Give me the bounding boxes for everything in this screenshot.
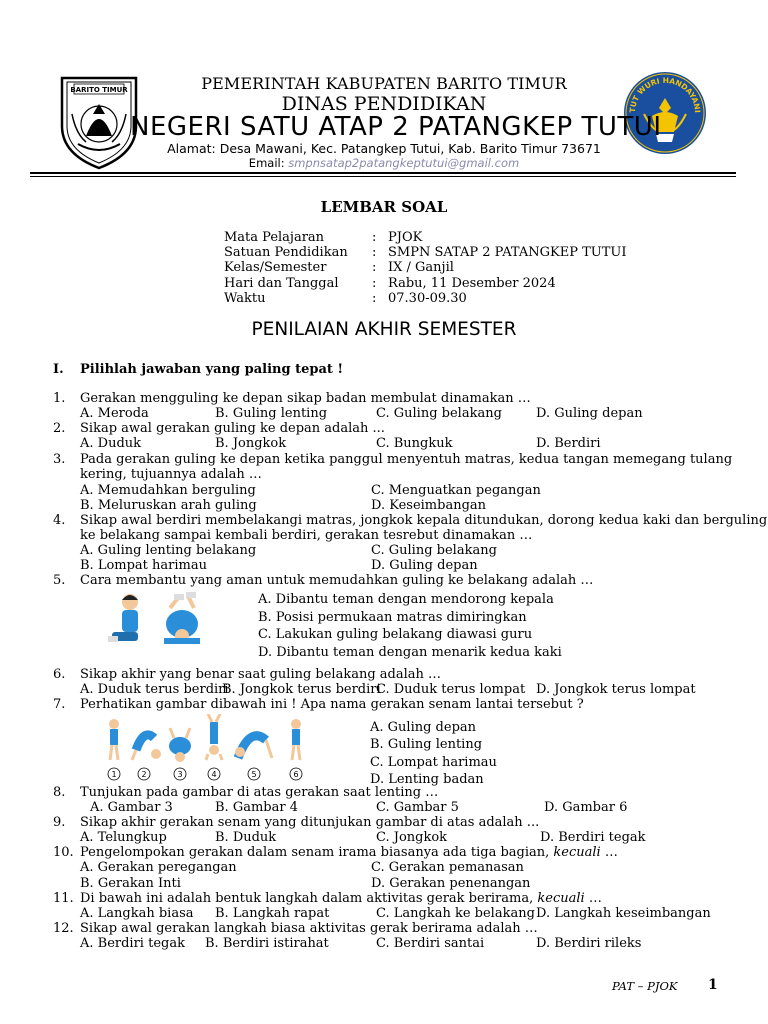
q11-option-c: C. Langkah ke belakang xyxy=(376,906,535,921)
header-government: PEMERINTAH KABUPATEN BARITO TIMUR xyxy=(201,74,567,93)
header-rule-thick xyxy=(30,172,736,174)
q10-text xyxy=(80,845,618,860)
header-email-line xyxy=(0,156,768,170)
email-link[interactable]: smpnsatap2patangkeptutui@gmail.com xyxy=(288,156,520,170)
q12-option-c: C. Berdiri santai xyxy=(376,936,485,951)
fig7-label-6: 6 xyxy=(293,770,299,779)
info-key: Waktu xyxy=(224,290,266,306)
pose-6 xyxy=(291,719,301,760)
info-sep: : xyxy=(372,230,377,245)
info-key: Kelas/Semester xyxy=(224,260,327,276)
pose-1 xyxy=(109,719,119,760)
q3-option-c: C. Menguatkan pegangan xyxy=(371,483,541,498)
q8-option-b: B. Gambar 4 xyxy=(215,800,298,815)
q9-option-a: A. Telungkup xyxy=(80,830,167,845)
q4-option-b: B. Lompat harimau xyxy=(80,558,207,573)
section-number: I. xyxy=(53,362,64,377)
q6-text: Sikap akhir yang benar saat guling belakang adalah … xyxy=(80,667,442,682)
q11-text xyxy=(80,891,602,906)
q7-option-c: C. Lompat harimau xyxy=(370,755,497,770)
kneeling-child-figure xyxy=(108,594,138,642)
q7-gymnastics-sequence xyxy=(100,714,310,784)
q2-text: Sikap awal gerakan guling ke depan adalah ... xyxy=(80,421,385,436)
q10-number: 10. xyxy=(53,845,74,860)
q4-option-d: D. Guling depan xyxy=(371,558,478,573)
q10-option-c: C. Gerakan pemanasan xyxy=(371,860,524,875)
fig7-label-5: 5 xyxy=(251,770,257,779)
info-sep: : xyxy=(372,275,377,291)
exam-info-table xyxy=(224,230,627,306)
q3-option-b: B. Meluruskan arah guling xyxy=(80,498,257,513)
pose-2 xyxy=(132,735,161,760)
q8-option-c: C. Gambar 5 xyxy=(376,800,459,815)
q8-option-d: D. Gambar 6 xyxy=(544,800,628,815)
q1-option-c: C. Guling belakang xyxy=(376,406,502,421)
q5-option-b: B. Posisi permukaan matras dimiringkan xyxy=(258,610,527,625)
q7-option-d: D. Lenting badan xyxy=(370,772,484,787)
q3-option-d: D. Keseimbangan xyxy=(371,498,487,513)
q6-number: 6. xyxy=(53,667,66,682)
info-row xyxy=(224,291,627,306)
header-address: Alamat: Desa Mawani, Kec. Patangkep Tutui, Kab. Barito Timur 73671 xyxy=(167,141,601,156)
q11-number: 11. xyxy=(53,891,74,906)
q8-option-a: A. Gambar 3 xyxy=(90,800,173,815)
document-title: LEMBAR SOAL xyxy=(320,198,448,216)
q5-option-c: C. Lakukan guling belakang diawasi guru xyxy=(258,627,533,642)
q4-number: 4. xyxy=(53,513,66,528)
q9-option-c: C. Jongkok xyxy=(376,830,448,845)
page-number: 1 xyxy=(708,977,718,993)
q7-option-b: B. Guling lenting xyxy=(370,737,483,752)
info-value: SMPN SATAP 2 PATANGKEP TUTUI xyxy=(388,245,627,261)
q8-number: 8. xyxy=(53,785,66,800)
q2-number: 2. xyxy=(53,421,66,436)
header-department: DINAS PENDIDIKAN xyxy=(281,93,487,115)
pose-5 xyxy=(235,736,272,758)
q11-text-kecuali: kecuali xyxy=(537,891,585,906)
fig7-label-2: 2 xyxy=(141,770,147,779)
info-value: 07.30-09.30 xyxy=(388,290,467,306)
q4-option-a: A. Guling lenting belakang xyxy=(80,543,257,558)
q2-option-c: C. Bungkuk xyxy=(376,436,453,451)
q4-text-line2: ke belakang sampai kembali berdiri, gerakan tesrebut dinamakan … xyxy=(80,528,533,543)
info-value: IX / Ganjil xyxy=(388,260,454,276)
info-row xyxy=(224,230,627,245)
info-sep: : xyxy=(372,290,377,306)
fig7-label-1: 1 xyxy=(111,770,117,779)
info-key: Satuan Pendidikan xyxy=(224,245,348,261)
q6-option-c: C. Duduk terus lompat xyxy=(376,682,526,697)
q10-option-d: D. Gerakan penenangan xyxy=(371,876,531,891)
q2-option-b: B. Jongkok xyxy=(215,436,287,451)
q10-option-a: A. Gerakan peregangan xyxy=(80,860,237,875)
q5-number: 5. xyxy=(53,573,66,588)
info-row xyxy=(224,260,627,275)
logo-right-text: TUT WURI HANDAYANI xyxy=(627,75,703,114)
q6-option-a: A. Duduk terus berdiri xyxy=(80,682,229,697)
info-sep: : xyxy=(372,245,377,261)
info-value: PJOK xyxy=(388,230,423,245)
q12-option-b: B. Berdiri istirahat xyxy=(205,936,329,951)
section-instruction: Pilihlah jawaban yang paling tepat ! xyxy=(80,362,344,377)
q11-option-b: B. Langkah rapat xyxy=(215,906,330,921)
q1-text: Gerakan mengguling ke depan sikap badan membulat dinamakan … xyxy=(80,391,531,406)
email-label: Email: xyxy=(248,156,285,170)
section-heading xyxy=(0,362,768,378)
pose-3 xyxy=(169,728,191,762)
rolling-child-figure xyxy=(164,592,200,644)
info-value: Rabu, 11 Desember 2024 xyxy=(388,275,556,291)
q6-option-b: B. Jongkok terus berdiri xyxy=(222,682,381,697)
q10-text-kecuali: kecuali xyxy=(553,845,601,860)
q9-option-d: D. Berdiri tegak xyxy=(540,830,646,845)
q11-option-d: D. Langkah keseimbangan xyxy=(536,906,711,921)
q1-option-b: B. Guling lenting xyxy=(215,406,328,421)
q2-option-d: D. Berdiri xyxy=(536,436,601,451)
fig7-label-4: 4 xyxy=(211,770,217,779)
info-key: Mata Pelajaran xyxy=(224,230,325,245)
q3-text-line1: Pada gerakan guling ke depan ketika panggul menyentuh matras, kedua tangan memegang tulang xyxy=(80,452,733,467)
q1-number: 1. xyxy=(53,391,66,406)
q1-option-d: D. Guling depan xyxy=(536,406,643,421)
info-key: Hari dan Tanggal xyxy=(224,275,339,291)
q2-option-a: A. Duduk xyxy=(80,436,142,451)
q11-text-main: Di bawah ini adalah bentuk langkah dalam aktivitas gerak berirama, xyxy=(80,891,534,906)
fig7-label-3: 3 xyxy=(177,770,183,779)
q3-number: 3. xyxy=(53,452,66,467)
header-school-name: NEGERI SATU ATAP 2 PATANGKEP TUTUI xyxy=(130,112,662,142)
logo-left-text: BARITO TIMUR xyxy=(70,86,128,94)
q7-option-a: A. Guling depan xyxy=(370,720,477,735)
q11-text-ellipsis: … xyxy=(588,891,602,906)
info-row xyxy=(224,245,627,260)
q4-option-c: C. Guling belakang xyxy=(371,543,497,558)
exam-title: PENILAIAN AKHIR SEMESTER xyxy=(251,319,517,340)
q9-option-b: B. Duduk xyxy=(215,830,277,845)
q12-text: Sikap awal gerakan langkah biasa aktivitas gerak berirama adalah … xyxy=(80,921,538,936)
q5-option-d: D. Dibantu teman dengan menarik kedua kaki xyxy=(258,645,562,660)
q1-option-a: A. Meroda xyxy=(80,406,149,421)
q5-backroll-illustration xyxy=(104,590,210,648)
q4-text-line1: Sikap awal berdiri membelakangi matras, jongkok kepala ditundukan, dorong kedua kaki dan berguling xyxy=(80,513,768,528)
header-rule-thin xyxy=(30,176,736,177)
pose-4 xyxy=(206,714,222,760)
q10-option-b: B. Gerakan Inti xyxy=(80,876,181,891)
q5-text: Cara membantu yang aman untuk memudahkan guling ke belakang adalah … xyxy=(80,573,594,588)
q11-option-a: A. Langkah biasa xyxy=(80,906,194,921)
footer-label: PAT – PJOK xyxy=(612,979,678,993)
q3-text-line2: kering, tujuannya adalah … xyxy=(80,467,262,482)
q9-text: Sikap akhir gerakan senam yang ditunjukan gambar di atas adalah ... xyxy=(80,815,540,830)
q12-option-a: A. Berdiri tegak xyxy=(80,936,185,951)
q12-number: 12. xyxy=(53,921,74,936)
q7-number: 7. xyxy=(53,697,66,712)
info-sep: : xyxy=(372,260,377,276)
q8-text: Tunjukan pada gambar di atas gerakan saat lenting … xyxy=(80,785,439,800)
q5-option-a: A. Dibantu teman dengan mendorong kepala xyxy=(258,592,554,607)
q10-text-main: Pengelompokan gerakan dalam senam irama biasanya ada tiga bagian, xyxy=(80,845,550,860)
info-row xyxy=(224,276,627,291)
q3-option-a: A. Memudahkan berguling xyxy=(80,483,256,498)
q10-text-ellipsis: … xyxy=(604,845,618,860)
q6-option-d: D. Jongkok terus lompat xyxy=(536,682,696,697)
q7-text: Perhatikan gambar dibawah ini ! Apa nama gerakan senam lantai tersebut ? xyxy=(80,697,584,712)
q12-option-d: D. Berdiri rileks xyxy=(536,936,642,951)
q9-number: 9. xyxy=(53,815,66,830)
